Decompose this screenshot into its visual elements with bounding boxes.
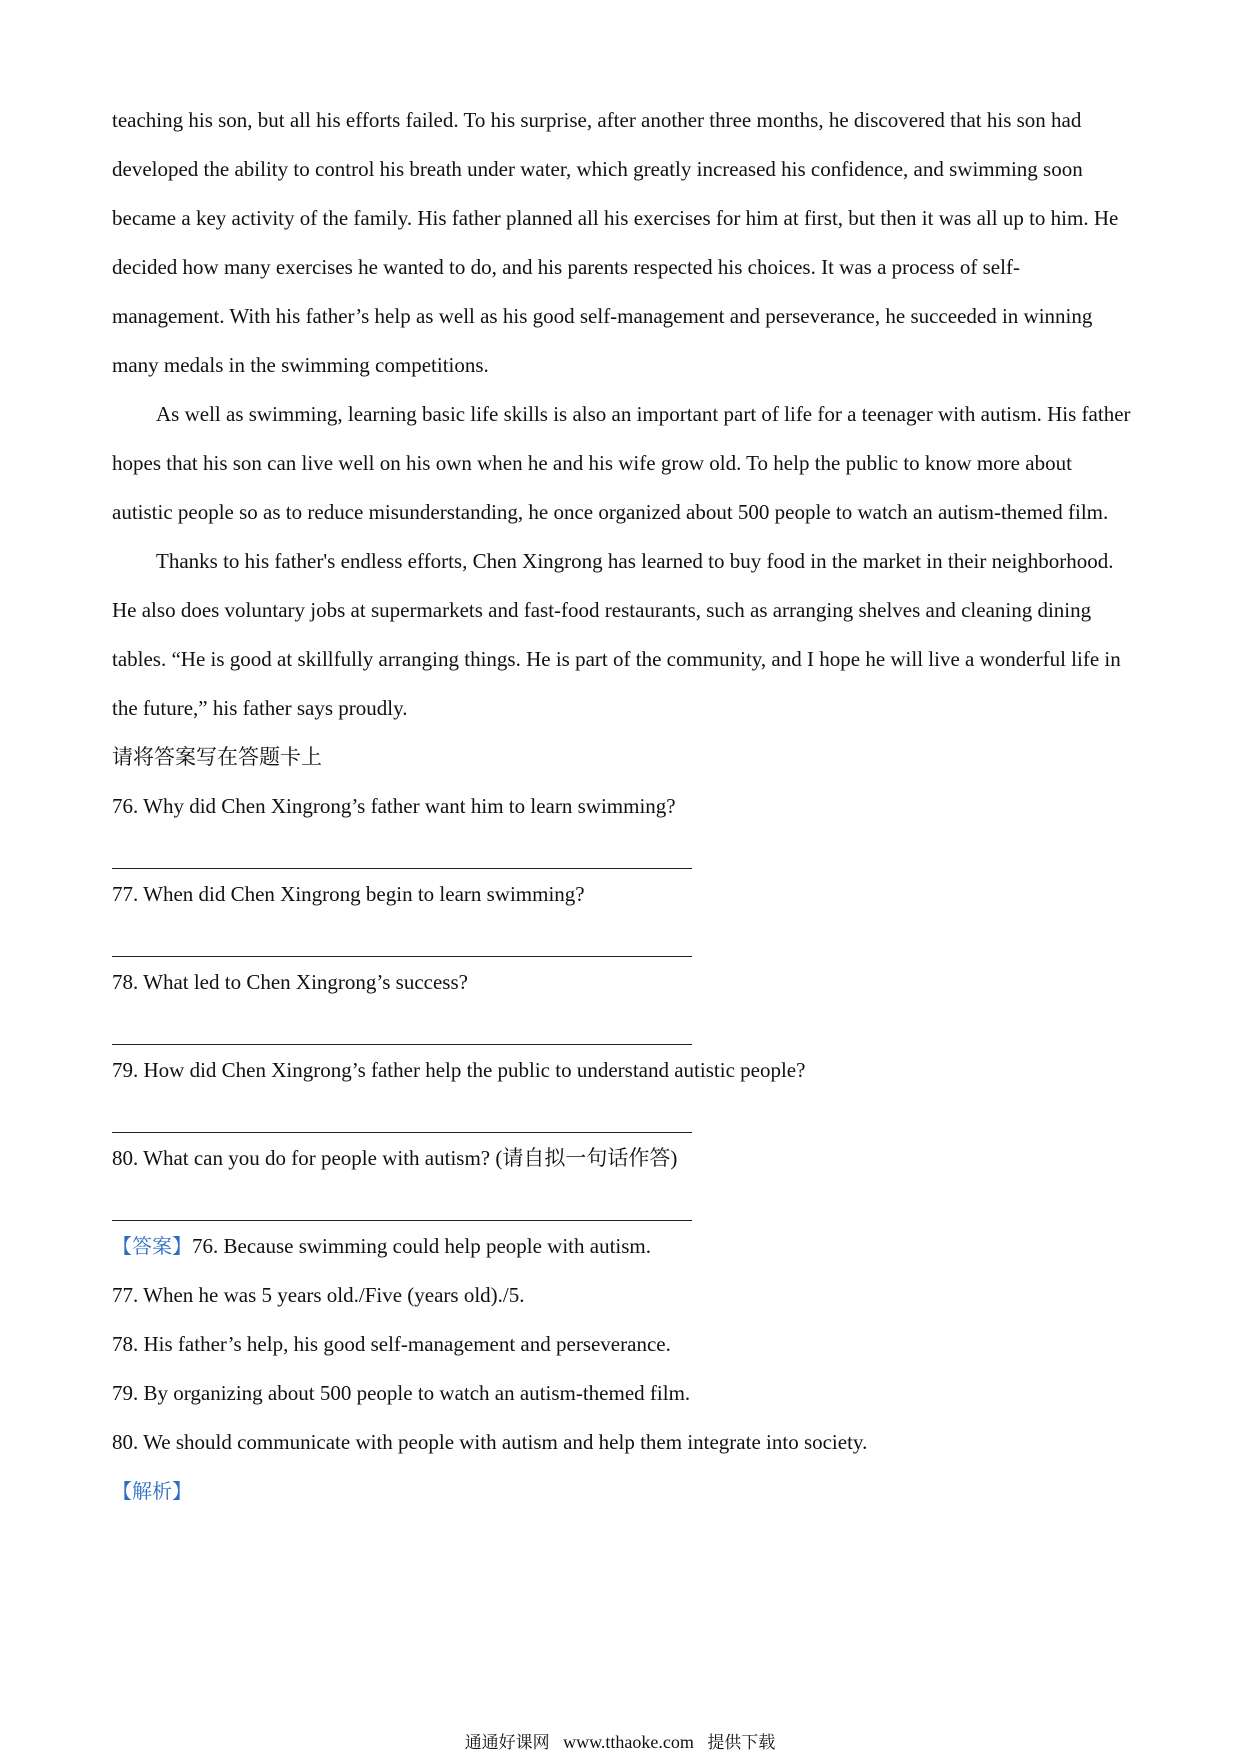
- question-77: 77. When did Chen Xingrong begin to learn swimming?: [112, 882, 585, 906]
- answer-76-line: [112, 1222, 1132, 1271]
- question-76: 76. Why did Chen Xingrong’s father want him to learn swimming?: [112, 794, 676, 818]
- answer-76: 76. Because swimming could help people with autism.: [192, 1234, 652, 1258]
- analysis-tag: 【解析】: [112, 1479, 192, 1503]
- footer-suffix: 提供下载: [707, 1733, 776, 1753]
- document-page: [112, 96, 1132, 1516]
- answer-77: 77. When he was 5 years old./Five (years old)./5.: [112, 1283, 525, 1307]
- answer-blank-78[interactable]: [112, 1007, 692, 1045]
- answer-blank-80[interactable]: [112, 1183, 692, 1221]
- answer-78: 78. His father’s help, his good self-management and perseverance.: [112, 1332, 671, 1356]
- passage-paragraph-2: As well as swimming, learning basic life skills is also an important part of life for a teenager with autism. His father hopes that his son can live well on his own when he and his wife grow old. To help the public to know more about autistic people so as to reduce misunderstanding, he once organized about 500 people to watch an autism-themed film.: [112, 402, 1131, 524]
- answer-blank-79[interactable]: [112, 1095, 692, 1133]
- answer-tag: 【答案】: [112, 1234, 192, 1258]
- question-80: 80. What can you do for people with autism? (请自拟一句话作答): [112, 1146, 678, 1170]
- passage-paragraph-3: Thanks to his father's endless efforts, Chen Xingrong has learned to buy food in the market in their neighborhood. He also does voluntary jobs at supermarkets and fast-food restaurants, such as arranging shelves and cleaning dining tables. “He is good at skillfully arranging things. He is part of the community, and I hope he will live a wonderful life in the future,” his father says proudly.: [112, 549, 1121, 720]
- answer-80: 80. We should communicate with people with autism and help them integrate into society.: [112, 1430, 868, 1454]
- passage-paragraph-1: teaching his son, but all his efforts failed. To his surprise, after another three months, he discovered that his son had developed the ability to control his breath under water, which greatly increased his confidence, and swimming soon became a key activity of the family. His father planned all his exercises for him at first, but then it was all up to him. He decided how many exercises he wanted to do, and his parents respected his choices. It was a process of self-management. With his father’s help as well as his good self-management and perseverance, he succeeded in winning many medals in the swimming competitions.: [112, 108, 1119, 377]
- footer-site-name: 通通好课网: [464, 1733, 550, 1753]
- answer-blank-76[interactable]: [112, 831, 692, 869]
- question-block-76: [112, 782, 1132, 869]
- answer-79: 79. By organizing about 500 people to watch an autism-themed film.: [112, 1381, 691, 1405]
- question-79: 79. How did Chen Xingrong’s father help the public to understand autistic people?: [112, 1058, 806, 1082]
- question-block-79: [112, 1046, 1132, 1133]
- footer-url[interactable]: www.tthaoke.com: [563, 1732, 694, 1752]
- question-78: 78. What led to Chen Xingrong’s success?: [112, 970, 468, 994]
- page-footer: [0, 1728, 1240, 1753]
- question-block-78: [112, 958, 1132, 1045]
- answer-instruction: 请将答案写在答题卡上: [112, 745, 322, 769]
- answer-blank-77[interactable]: [112, 919, 692, 957]
- question-block-80: [112, 1134, 1132, 1221]
- analysis-line: [112, 1467, 1132, 1516]
- question-block-77: [112, 870, 1132, 957]
